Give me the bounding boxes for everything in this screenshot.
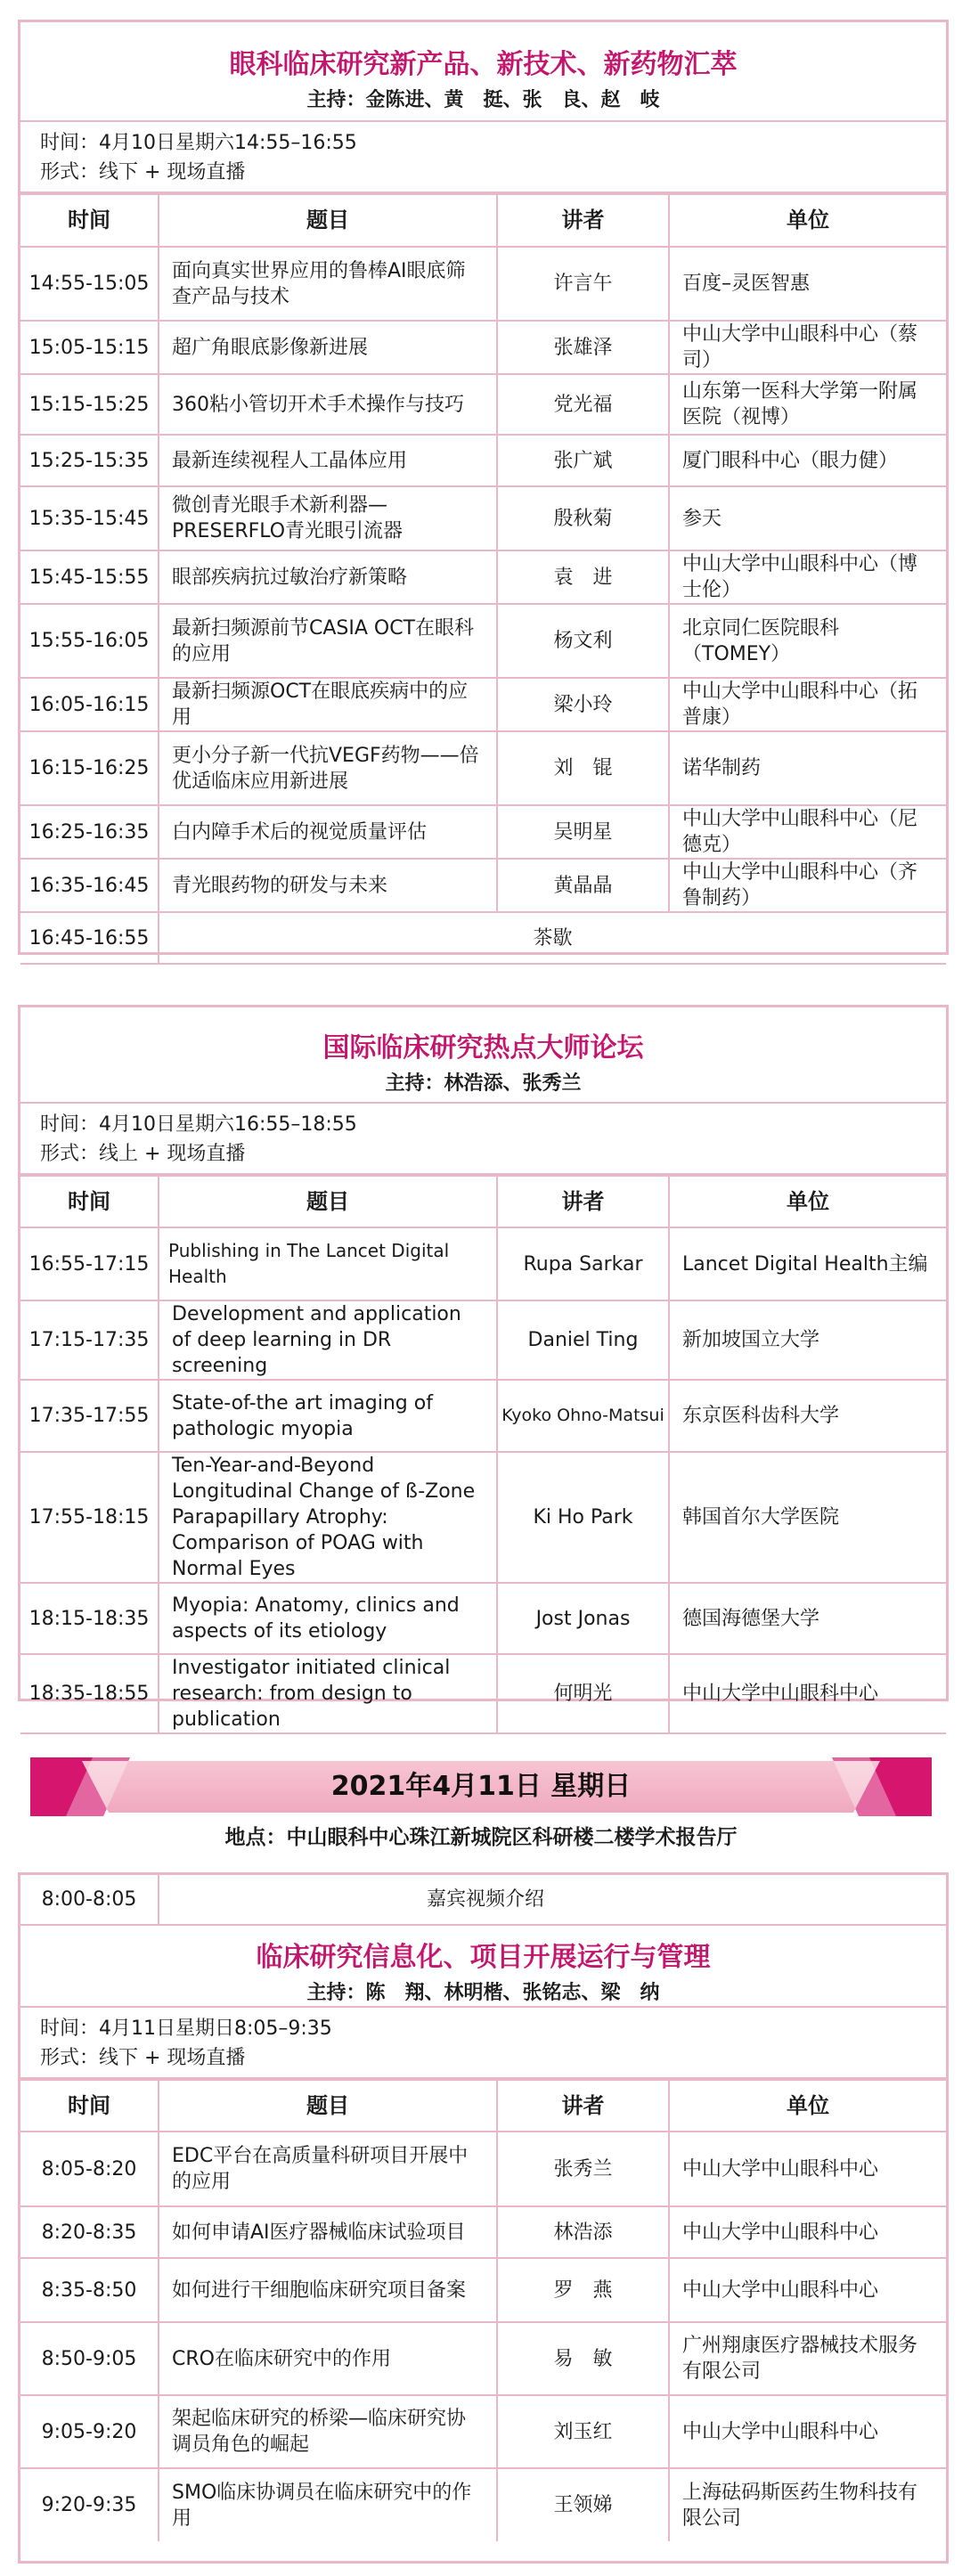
row-speaker: 王领娣 (497, 2468, 669, 2541)
row-unit: 中山大学中山眼科中心 (669, 2132, 946, 2206)
header-unit: 单位 (669, 1176, 946, 1227)
row-time: 16:25-16:35 (20, 805, 159, 859)
row-unit: 中山大学中山眼科中心 (669, 1654, 946, 1733)
row-time: 15:15-15:25 (20, 374, 159, 435)
row-time: 8:20-8:35 (20, 2206, 159, 2258)
header-time: 时间 (20, 1176, 159, 1227)
row-unit: 新加坡国立大学 (669, 1300, 946, 1380)
day-venue: 地点：中山眼科中心珠江新城院区科研楼二楼学术报告厅 (224, 1826, 738, 1849)
row-time: 15:55-16:05 (20, 604, 159, 678)
header-topic: 题目 (159, 194, 497, 247)
row-unit: 中山大学中山眼科中心（拓普康） (669, 678, 946, 731)
intro-row (20, 1875, 946, 1925)
session-time: 时间：4月10日星期六16:55–18:55 (40, 1113, 357, 1136)
schedule-table (20, 193, 946, 965)
table-row (20, 247, 946, 321)
intro-label: 嘉宾视频介绍 (159, 1875, 946, 1925)
row-unit: 厦门眼科中心（眼力健） (669, 435, 946, 486)
day-date: 2021年4月11日 星期日 (330, 1771, 632, 1802)
table-row (20, 1380, 946, 1452)
row-speaker: 张广斌 (497, 435, 669, 486)
header-speaker: 讲者 (497, 194, 669, 247)
session-info (20, 122, 946, 193)
row-unit: 德国海德堡大学 (669, 1583, 946, 1654)
session-time: 时间：4月10日星期六14:55–16:55 (40, 132, 357, 154)
session-format: 形式：线上 + 现场直播 (40, 1143, 246, 1165)
table-row (20, 486, 946, 550)
row-topic: SMO临床协调员在临床研究中的作用 (159, 2468, 497, 2541)
row-speaker: 罗 燕 (497, 2258, 669, 2322)
intro-time: 8:00-8:05 (20, 1875, 159, 1925)
session-format: 形式：线下 + 现场直播 (40, 161, 246, 183)
row-speaker: 刘玉红 (497, 2395, 669, 2468)
section-master-forum (18, 1005, 949, 1731)
row-time: 18:15-18:35 (20, 1583, 159, 1654)
header-topic: 题目 (159, 2080, 497, 2132)
row-topic: 如何申请AI医疗器械临床试验项目 (159, 2206, 497, 2258)
table-row (20, 678, 946, 731)
header-speaker: 讲者 (497, 1176, 669, 1227)
row-topic: 最新连续视程人工晶体应用 (159, 435, 497, 486)
row-time: 16:05-16:15 (20, 678, 159, 731)
row-topic: 微创青光眼手术新利器—PRESERFLO青光眼引流器 (159, 486, 497, 550)
row-topic: 面向真实世界应用的鲁棒AI眼底筛查产品与技术 (159, 247, 497, 321)
row-time: 17:55-18:15 (20, 1452, 159, 1583)
table-row (20, 550, 946, 604)
row-unit: 参天 (669, 486, 946, 550)
row-time: 15:25-15:35 (20, 435, 159, 486)
row-speaker: 张雄泽 (497, 321, 669, 374)
row-speaker: 梁小玲 (497, 678, 669, 731)
header-unit: 单位 (669, 2080, 946, 2132)
row-time: 15:35-15:45 (20, 486, 159, 550)
row-speaker: 易 敏 (497, 2322, 669, 2395)
table-row (20, 2132, 946, 2206)
section-info-management (18, 1872, 949, 2564)
row-topic: CRO在临床研究中的作用 (159, 2322, 497, 2395)
header-time: 时间 (20, 194, 159, 247)
section-title: 临床研究信息化、项目开展运行与管理 (256, 1942, 711, 1973)
row-topic: 最新扫频源前节CASIA OCT在眼科的应用 (159, 604, 497, 678)
row-time: 8:05-8:20 (20, 2132, 159, 2206)
day-banner (30, 1757, 932, 1816)
row-time: 17:35-17:55 (20, 1380, 159, 1452)
row-time: 16:35-16:45 (20, 859, 159, 912)
row-time: 16:55-17:15 (20, 1227, 159, 1300)
header-speaker: 讲者 (497, 2080, 669, 2132)
row-unit: 广州翔康医疗器械技术服务有限公司 (669, 2322, 946, 2395)
row-time: 9:20-9:35 (20, 2468, 159, 2541)
row-speaker: 袁 进 (497, 550, 669, 604)
table-header-row (20, 2080, 946, 2132)
table-header-row (20, 1176, 946, 1227)
row-unit: 百度–灵医智惠 (669, 247, 946, 321)
table-row (20, 1227, 946, 1300)
row-topic: State-of-the art imaging of pathologic myopia (159, 1380, 497, 1452)
table-row (20, 2395, 946, 2468)
row-topic: 白内障手术后的视觉质量评估 (159, 805, 497, 859)
row-speaker: Ki Ho Park (497, 1452, 669, 1583)
row-unit: 东京医科齿科大学 (669, 1380, 946, 1452)
session-info (20, 1104, 946, 1175)
section-hosts: 主持：陈 翔、林明楷、张铭志、梁 纳 (306, 1982, 660, 2004)
row-unit: 中山大学中山眼科中心（尼德克） (669, 805, 946, 859)
row-unit: 中山大学中山眼科中心（齐鲁制药） (669, 859, 946, 912)
row-speaker: Daniel Ting (497, 1300, 669, 1380)
row-unit: 中山大学中山眼科中心（博士伦） (669, 550, 946, 604)
row-speaker: 刘 锟 (497, 731, 669, 805)
row-topic: 如何进行干细胞临床研究项目备案 (159, 2258, 497, 2322)
section-hosts: 主持：林浩添、张秀兰 (385, 1072, 582, 1095)
section-header (20, 1926, 946, 2008)
header-unit: 单位 (669, 194, 946, 247)
table-header-row (20, 194, 946, 247)
row-topic: Publishing in The Lancet Digital Health (159, 1227, 497, 1300)
table-row (20, 1654, 946, 1733)
table-row (20, 859, 946, 912)
row-unit: Lancet Digital Health主编 (669, 1227, 946, 1300)
table-row (20, 1452, 946, 1583)
break-row (20, 912, 946, 964)
row-speaker: 许言午 (497, 247, 669, 321)
row-unit: 上海砝码斯医药生物科技有限公司 (669, 2468, 946, 2541)
row-time: 18:35-18:55 (20, 1654, 159, 1733)
row-unit: 诺华制药 (669, 731, 946, 805)
row-speaker: 林浩添 (497, 2206, 669, 2258)
row-topic: 超广角眼底影像新进展 (159, 321, 497, 374)
row-topic: 更小分子新一代抗VEGF药物——倍优适临床应用新进展 (159, 731, 497, 805)
table-row (20, 374, 946, 435)
header-topic: 题目 (159, 1176, 497, 1227)
row-unit: 中山大学中山眼科中心 (669, 2206, 946, 2258)
row-unit: 山东第一医科大学第一附属医院（视博） (669, 374, 946, 435)
row-topic: Investigator initiated clinical research: from design to publication (159, 1654, 497, 1733)
row-speaker: 杨文利 (497, 604, 669, 678)
session-format: 形式：线下 + 现场直播 (40, 2047, 246, 2069)
row-speaker: 吴明星 (497, 805, 669, 859)
row-time: 8:50-9:05 (20, 2322, 159, 2395)
section-header (20, 22, 946, 122)
row-unit: 北京同仁医院眼科（TOMEY） (669, 604, 946, 678)
header-time: 时间 (20, 2080, 159, 2132)
table-row (20, 435, 946, 486)
row-topic: 最新扫频源OCT在眼底疾病中的应用 (159, 678, 497, 731)
row-time: 8:35-8:50 (20, 2258, 159, 2322)
row-time: 17:15-17:35 (20, 1300, 159, 1380)
row-topic: 青光眼药物的研发与未来 (159, 859, 497, 912)
table-row (20, 2322, 946, 2395)
row-unit: 中山大学中山眼科中心 (669, 2395, 946, 2468)
section-title: 国际临床研究热点大师论坛 (322, 1032, 644, 1064)
row-unit: 中山大学中山眼科中心（蔡司） (669, 321, 946, 374)
table-row (20, 2206, 946, 2258)
row-topic: 眼部疾病抗过敏治疗新策略 (159, 550, 497, 604)
table-row (20, 2468, 946, 2541)
row-unit: 中山大学中山眼科中心 (669, 2258, 946, 2322)
row-time: 15:45-15:55 (20, 550, 159, 604)
table-row (20, 2258, 946, 2322)
table-row (20, 731, 946, 805)
row-topic: Ten-Year-and-Beyond Longitudinal Change of ß-Zone Parapapillary Atrophy: Comparison of POAG with Normal Eyes (159, 1452, 497, 1583)
table-row (20, 321, 946, 374)
table-row (20, 805, 946, 859)
row-time: 9:05-9:20 (20, 2395, 159, 2468)
section-hosts: 主持：金陈进、黄 挺、张 良、赵 岐 (306, 89, 660, 111)
session-info (20, 2008, 946, 2079)
row-unit: 韩国首尔大学医院 (669, 1452, 946, 1583)
session-time: 时间：4月11日星期日8:05–9:35 (40, 2018, 332, 2040)
break-label: 茶歇 (159, 912, 946, 964)
section-title: 眼科临床研究新产品、新技术、新药物汇萃 (229, 49, 738, 80)
table-row (20, 1300, 946, 1380)
break-time: 16:45-16:55 (20, 912, 159, 964)
row-topic: EDC平台在高质量科研项目开展中的应用 (159, 2132, 497, 2206)
row-speaker: Kyoko Ohno-Matsui (497, 1380, 669, 1452)
row-speaker: Jost Jonas (497, 1583, 669, 1654)
row-speaker: 党光福 (497, 374, 669, 435)
row-speaker: 张秀兰 (497, 2132, 669, 2206)
row-topic: 360粘小管切开术手术操作与技巧 (159, 374, 497, 435)
row-time: 14:55-15:05 (20, 247, 159, 321)
row-time: 15:05-15:15 (20, 321, 159, 374)
section-new-products (18, 20, 949, 955)
row-topic: 架起临床研究的桥梁—临床研究协调员角色的崛起 (159, 2395, 497, 2468)
row-time: 16:15-16:25 (20, 731, 159, 805)
table-row (20, 604, 946, 678)
schedule-table (20, 1175, 946, 1734)
row-speaker: 殷秋菊 (497, 486, 669, 550)
row-topic: Development and application of deep learning in DR screening (159, 1300, 497, 1380)
row-speaker: 何明光 (497, 1654, 669, 1733)
schedule-table (20, 2079, 946, 2541)
section-header (20, 1007, 946, 1104)
table-row (20, 1583, 946, 1654)
row-speaker: 黄晶晶 (497, 859, 669, 912)
row-speaker: Rupa Sarkar (497, 1227, 669, 1300)
intro-table (20, 1875, 946, 1926)
row-topic: Myopia: Anatomy, clinics and aspects of its etiology (159, 1583, 497, 1654)
